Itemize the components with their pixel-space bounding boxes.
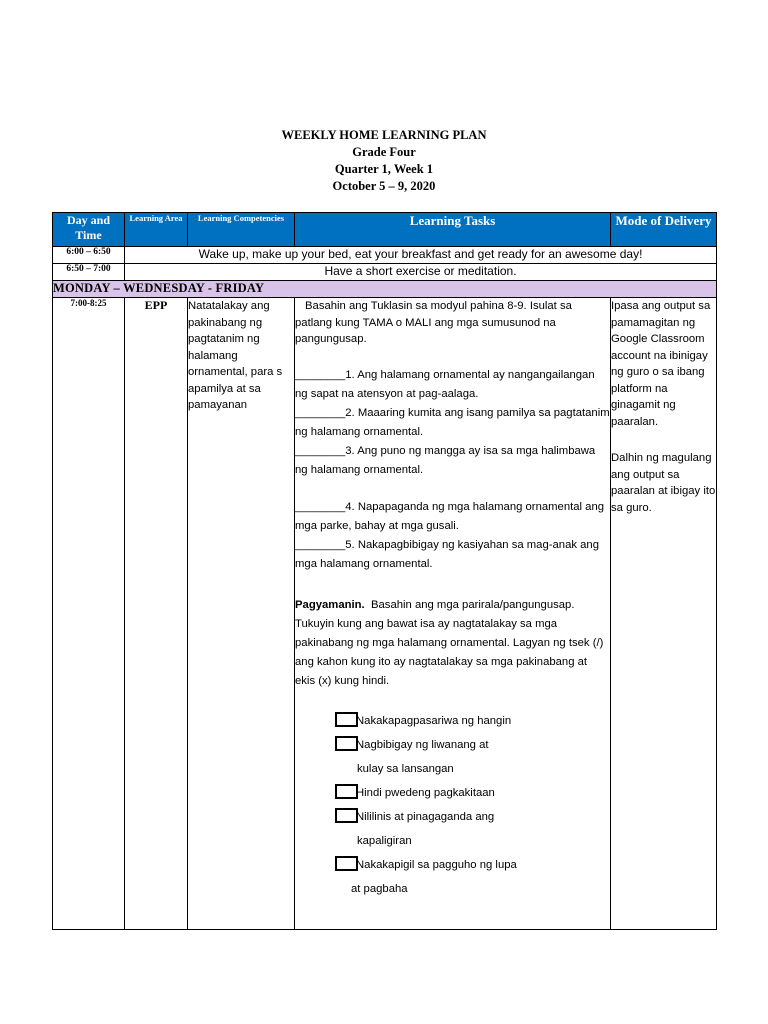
col-learning-tasks: Learning Tasks [295,213,611,247]
learning-competency: Natatalakay ang pakinabang ng pagtatanim ng halamang ornamental, para s apamilya at sa pamayanan [188,298,295,930]
schedule-activity: Have a short exercise or meditation. [125,264,717,281]
schedule-time: 6:50 – 7:00 [53,264,125,281]
true-false-item: ________2. Maaaring kumita ang isang pamilya sa pagtatanim ng halamang ornamental. [295,406,610,438]
true-false-item: ________4. Napapaganda ng mga halamang ornamental ang mga parke, bahay at mga gusali. [295,500,605,532]
checklist-text: Nakakapigil sa pagguho ng lupa [356,858,517,871]
col-mode-of-delivery: Mode of Delivery [611,213,717,247]
col-learning-competencies: Learning Competencies [188,213,295,247]
schedule-time: 6:00 – 6:50 [53,247,125,264]
grade-level: Grade Four [352,145,416,159]
date-range: October 5 – 9, 2020 [332,179,436,193]
tuklasin-instructions: Basahin ang Tuklasin sa modyul pahina 8-9. Isulat sa patlang kung TAMA o MALI ang mga sumusunod na pangungusap. [295,300,572,345]
learning-plan-table [52,212,717,930]
session-time: 7:00-8:25 [53,298,125,930]
table-header-row [53,213,717,247]
checklist-text: Nakakapagpasariwa ng hangin [356,714,512,727]
day-band: MONDAY – WEDNESDAY - FRIDAY [53,281,717,298]
schedule-row [53,247,717,264]
session-row [53,298,717,930]
col-learning-area: Learning Area [125,213,188,247]
true-false-item: ________3. Ang puno ng mangga ay isa sa mga halimbawa ng halamang ornamental. [295,444,596,476]
checkbox[interactable] [335,712,358,727]
checkbox[interactable] [335,856,358,871]
pagyamanin-text: Basahin ang mga parirala/pangungusap. Tukuyin kung ang bawat isa ay nagtatalakay sa mga pakinabang ng mga halamang ornamental. Lagyan ng tsek (/) ang kahon kung ito ay nagtatalakay sa mga pakinabang at ekis (x) kung hindi. [295,598,604,687]
checklist-text-continued: kapaligiran [357,834,412,847]
checklist-item [335,805,610,829]
col-day-time: Day and Time [53,213,125,247]
checklist-text-continued: at pagbaha [351,882,408,895]
schedule-activity: Wake up, make up your bed, eat your breakfast and get ready for an awesome day! [125,247,717,264]
pagyamanin-label: Pagyamanin. [295,598,365,611]
checkbox[interactable] [335,808,358,823]
pagyamanin-instructions [295,596,610,691]
learning-area: EPP [125,298,188,930]
checkbox[interactable] [335,736,358,751]
checklist-text: Nagbibigay ng liwanang at [356,738,489,751]
checklist-item [335,733,610,757]
true-false-item: ________5. Nakapagbibigay ng kasiyahan sa mag-anak ang mga halamang ornamental. [295,538,599,570]
day-band-row [53,281,717,298]
checklist-item [335,853,610,877]
true-false-item: ________1. Ang halamang ornamental ay nangangailangan ng sapat na atensyon at pag-aalaga. [295,368,595,400]
delivery-instructions: Dalhin ng magulang ang output sa paaralan at ibigay ito sa guro. [611,452,716,514]
plan-title: WEEKLY HOME LEARNING PLAN [281,128,487,142]
quarter-week: Quarter 1, Week 1 [334,162,434,176]
delivery-instructions: Ipasa ang output sa pamamagitan ng Google Classroom account na ibinigay ng guro o sa ibang platform na ginagamit ng paaralan. [611,300,711,428]
mode-of-delivery-cell [611,298,717,930]
checklist [295,709,610,901]
checklist-item [335,781,610,805]
checklist-text: Hindi pwedeng pagkakitaan [356,786,495,799]
checklist-text: Nililinis at pinagaganda ang [356,810,495,823]
document-header [0,127,768,195]
schedule-row [53,264,717,281]
learning-tasks-cell [295,298,611,930]
checklist-item [335,709,610,733]
checklist-text-continued: kulay sa lansangan [357,762,454,775]
checkbox[interactable] [335,784,358,799]
